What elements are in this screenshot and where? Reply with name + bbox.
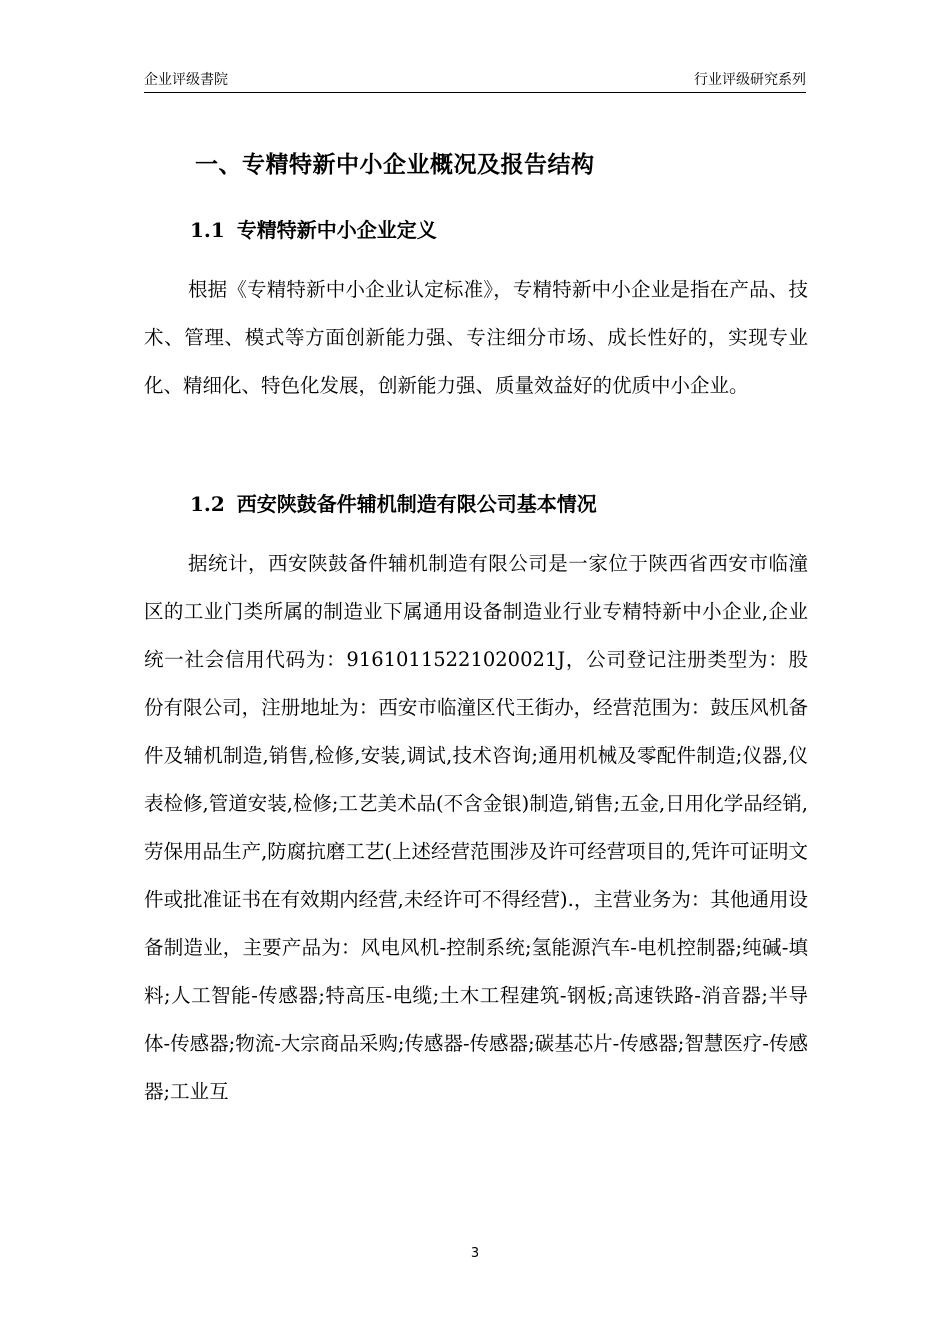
company-info-paragraph: 据统计，西安陕鼓备件辅机制造有限公司是一家位于陕西省西安市临潼区的工业门类所属的制造业下属通用设备制造业行业专精特新中小企业,企业统一社会信用代码为：91610115221020021J，公司登记注册类型为：股份有限公司，注册地址为：西安市临潼区代王街办，经营范围为：鼓压风机备件及辅机制造,销售,检修,安装,调试,技术咨询;通用机械及零配件制造;仪器,仪表检修,管道安装,检修;工艺美术品(不含金银)制造,销售;五金,日用化学品经销,劳保用品生产,防腐抗磨工艺(上述经营范围涉及许可经营项目的,凭许可证明文件或批准证书在有效期内经营,未经许可不得经营).，主营业务为：其他通用设备制造业，主要产品为：风电风机-控制系统;氢能源汽车-电机控制器;纯碱-填料;人工智能-传感器;特高压-电缆;土木工程建筑-钢板;高速铁路-消音器;半导体-传感器;物流-大宗商品采购;传感器-传感器;碳基芯片-传感器;智慧医疗-传感器;工业互 bbox=[144, 552, 808, 1103]
subsection-title: 西安陕鼓备件辅机制造有限公司基本情况 bbox=[236, 492, 597, 516]
header-left-text: 企业评级書院 bbox=[144, 72, 228, 88]
definition-paragraph: 根据《专精特新中小企业认定标准》，专精特新中小企业是指在产品、技术、管理、模式等方面创新能力强、专注细分市场、成长性好的，实现专业化、精细化、特色化发展，创新能力强、质量效益好的优质中小企业。 bbox=[144, 278, 808, 397]
page-header bbox=[144, 66, 806, 93]
header-right-text: 行业评级研究系列 bbox=[694, 72, 806, 88]
subsection-heading-1-1 bbox=[190, 214, 437, 243]
subsection-title: 专精特新中小企业定义 bbox=[236, 218, 437, 242]
page-number: 3 bbox=[470, 1246, 480, 1261]
subsection-number: 1.2 bbox=[190, 492, 225, 516]
section-title: 一、专精特新中小企业概况及报告结构 bbox=[195, 151, 595, 178]
subsection-heading-1-2 bbox=[190, 488, 597, 517]
subsection-number: 1.1 bbox=[190, 218, 225, 242]
